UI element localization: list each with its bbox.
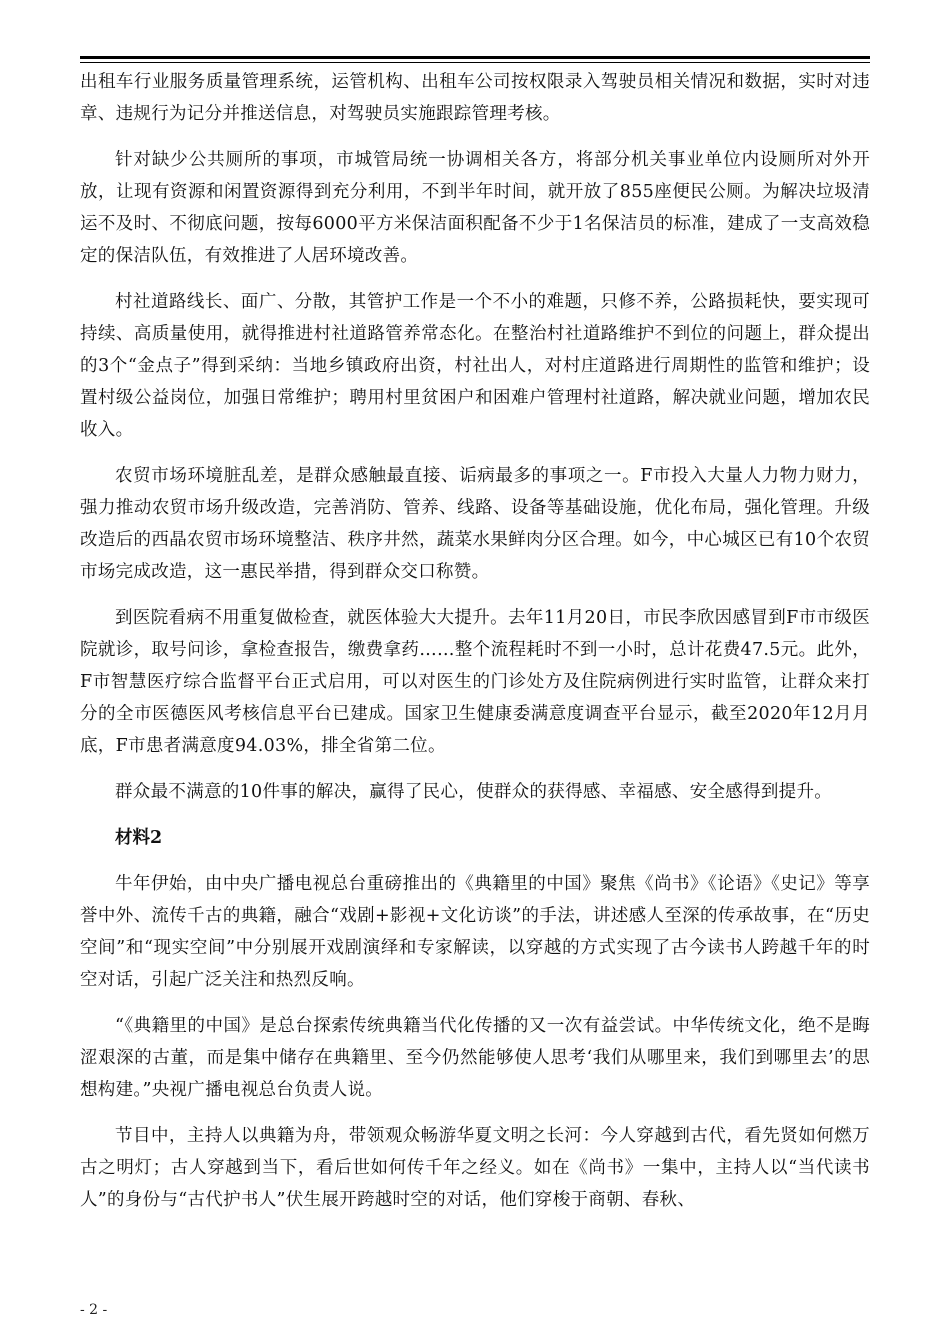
header-rule <box>80 56 870 59</box>
paragraph-taxi-management: 出租车行业服务质量管理系统，运管机构、出租车公司按权限录入驾驶员相关情况和数据，实时对违章、违规行为记分并推送信息，对驾驶员实施跟踪管理考核。 <box>80 72 870 124</box>
paragraph-summary: 群众最不满意的10件事的解决，赢得了民心，使群众的获得感、幸福感、安全感得到提升。 <box>115 782 833 802</box>
paragraph-public-toilets: 针对缺少公共厕所的事项，市城管局统一协调相关各方，将部分机关事业单位内设厕所对外开放，让现有资源和闲置资源得到充分利用，不到半年时间，就开放了855座便民公厕。为解决垃圾清运不及时、不彻底问题，按每6000平方米保洁面积配备不少于1名保洁员的标准，建成了一支高效稳定的保洁队伍，有效推进了人居环境改善。 <box>80 150 870 266</box>
paragraph-hospital: 到医院看病不用重复做检查，就医体验大大提升。去年11月20日，市民李欣因感冒到F市市级医院就诊，取号问诊，拿检查报告，缴费拿药……整个流程耗时不到一小时，总计花费47.5元。此外，F市智慧医疗综合监督平台正式启用，可以对医生的门诊处方及住院病例进行实时监管，让群众来打分的全市医德医风考核信息平台已建成。国家卫生健康委满意度调查平台显示，截至2020年12月月底，F市患者满意度94.03%，排全省第二位。 <box>80 608 870 756</box>
paragraph-classics-show: 牛年伊始，由中央广播电视总台重磅推出的《典籍里的中国》聚焦《尚书》《论语》《史记》等享誉中外、流传千古的典籍，融合“戏剧+影视+文化访谈”的手法，讲述感人至深的传承故事，在“历史空间”和“现实空间”中分别展开戏剧演绎和专家解读，以穿越的方式实现了古今读书人跨越千年的时空对话，引起广泛关注和热烈反响。 <box>80 874 870 990</box>
paragraph-quote: “《典籍里的中国》是总台探索传统典籍当代化传播的又一次有益尝试。中华传统文化，绝不是晦涩艰深的古董，而是集中储存在典籍里、至今仍然能够使人思考‘我们从哪里来，我们到哪里去’的思想构建。”央视广播电视总台负责人说。 <box>80 1016 870 1100</box>
header-rule-thin <box>80 62 870 63</box>
section-title-material-2: 材料2 <box>115 828 163 848</box>
paragraph-village-roads: 村社道路线长、面广、分散，其管护工作是一个不小的难题，只修不养，公路损耗快，要实现可持续、高质量使用，就得推进村社道路管养常态化。在整治村社道路维护不到位的问题上，群众提出的3个“金点子”得到采纳：当地乡镇政府出资，村社出人，对村庄道路进行周期性的监管和维护；设置村级公益岗位，加强日常维护；聘用村里贫困户和困难户管理村社道路，解决就业问题，增加农民收入。 <box>80 292 870 440</box>
page-number: - 2 - <box>80 1302 108 1318</box>
document-body <box>80 66 870 1230</box>
paragraph-host: 节目中，主持人以典籍为舟，带领观众畅游华夏文明之长河：今人穿越到古代，看先贤如何燃万古之明灯；古人穿越到当下，看后世如何传千年之经义。如在《尚书》一集中，主持人以“当代读书人”的身份与“古代护书人”伏生展开跨越时空的对话，他们穿梭于商朝、春秋、 <box>80 1126 870 1210</box>
paragraph-farmers-market: 农贸市场环境脏乱差，是群众感触最直接、诟病最多的事项之一。F市投入大量人力物力财力，强力推动农贸市场升级改造，完善消防、管养、线路、设备等基础设施，优化布局，强化管理。升级改造后的西晶农贸市场环境整洁、秩序井然，蔬菜水果鲜肉分区合理。如今，中心城区已有10个农贸市场完成改造，这一惠民举措，得到群众交口称赞。 <box>80 466 870 582</box>
